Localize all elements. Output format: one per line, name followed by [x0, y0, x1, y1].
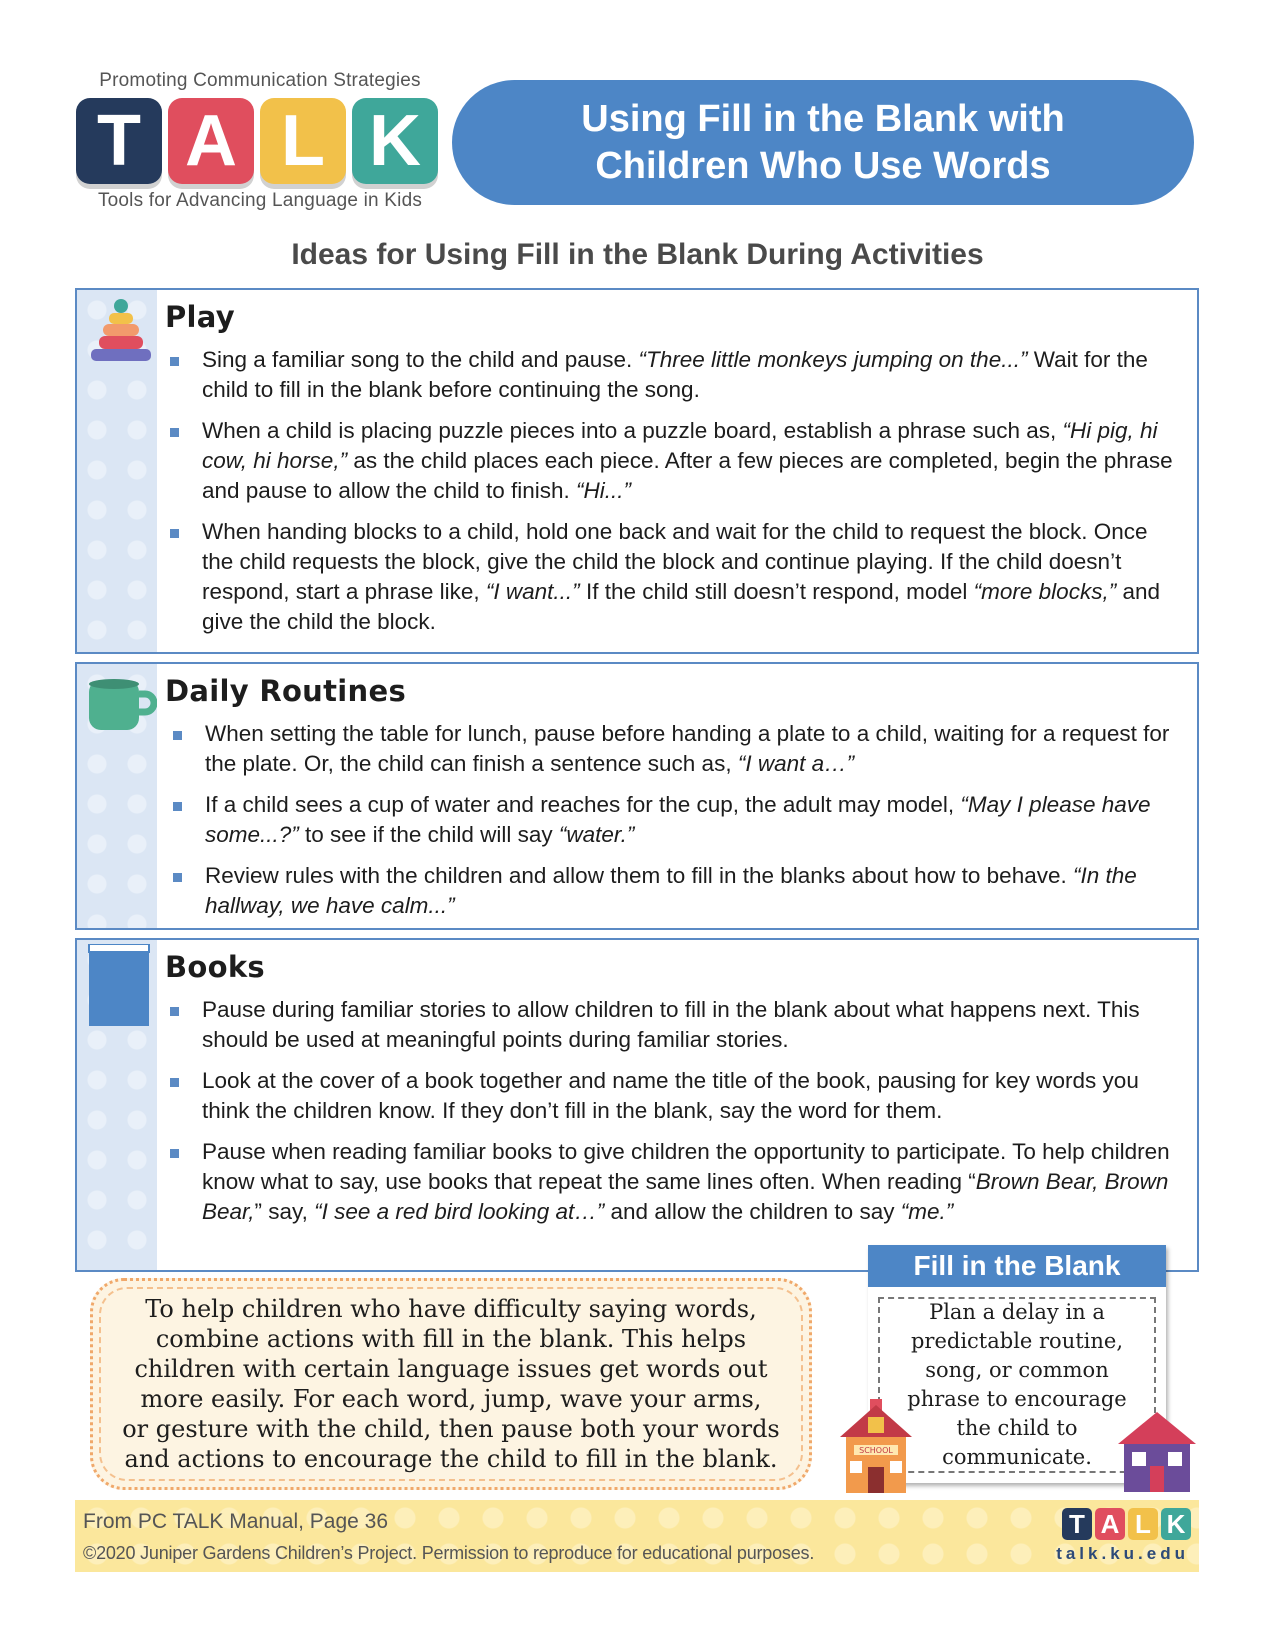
- card-line: the child to: [956, 1416, 1078, 1440]
- bullet-text: “Hi...”: [576, 478, 631, 503]
- play-bullets: [165, 345, 1179, 648]
- bullet-item: [165, 1066, 1179, 1126]
- logo-tile-l: L: [260, 98, 346, 184]
- card-title: Fill in the Blank: [868, 1245, 1166, 1287]
- bullet-text: “I see a red bird looking at…”: [314, 1199, 605, 1224]
- footer-copyright: ©2020 Juniper Gardens Children’s Project. Permission to reproduce for educational purposes.: [83, 1543, 815, 1563]
- bullet-item: [165, 345, 1179, 405]
- cup-icon: [85, 674, 157, 739]
- bullet-item: [165, 1137, 1179, 1227]
- bullet-text: “In the hallway, we have calm...”: [205, 863, 1137, 918]
- bullet-text: “more blocks,”: [973, 579, 1117, 604]
- bullet-item: [168, 719, 1179, 779]
- bullet-item: [165, 416, 1179, 506]
- tip-line: and actions to encourage the child to fill in the blank.: [124, 1445, 778, 1473]
- page-title: [452, 80, 1194, 205]
- tip-box: [90, 1278, 812, 1490]
- tip-line: or gesture with the child, then pause both your words: [122, 1415, 780, 1443]
- school-sign: SCHOOL: [859, 1446, 893, 1455]
- section-books: [75, 938, 1199, 1272]
- mini-tile-a: A: [1095, 1508, 1125, 1540]
- bullet-text: to see if the child will say: [298, 822, 559, 847]
- tip-line: children with certain language issues get words out: [134, 1355, 768, 1383]
- section-play: [75, 288, 1199, 654]
- logo-tiles: [76, 98, 444, 184]
- footer-source: From PC TALK Manual, Page 36: [83, 1510, 389, 1533]
- bullet-text: When handing blocks to a child, hold one back and wait for the child to request the block. Once the child requests the block, give the child the block and continue playing. If the child doesn’t respond, start a phrase like,: [202, 519, 1148, 604]
- bullet-text: If the child still doesn’t respond, model: [579, 579, 974, 604]
- bullet-text: Pause when reading familiar books to give children the opportunity to participate. To help children know what to say, use books that repeat the same lines often. When reading “: [202, 1139, 1170, 1194]
- bullet-text: “I want a…”: [737, 751, 855, 776]
- book-icon: [87, 944, 151, 1033]
- footer: [75, 1500, 1199, 1572]
- section-title: Books: [165, 950, 265, 984]
- page-title-line-1: Using Fill in the Blank with: [581, 97, 1065, 140]
- bullet-text: Sing a familiar song to the child and pause.: [202, 347, 639, 372]
- tip-text: [102, 1294, 800, 1474]
- section-title: Play: [165, 300, 235, 334]
- bullet-item: [165, 517, 1179, 637]
- mini-tile-l: L: [1128, 1508, 1158, 1540]
- bullet-text: “me.”: [900, 1199, 954, 1224]
- card-line: communicate.: [942, 1445, 1092, 1469]
- bullet-text: and give the child the block.: [202, 579, 1160, 634]
- mini-tile-k: K: [1161, 1508, 1191, 1540]
- page-subtitle: Ideas for Using Fill in the Blank During Activities: [291, 238, 984, 271]
- section-daily-routines: [75, 662, 1199, 930]
- stacking-rings-icon: [85, 298, 157, 379]
- tip-line: more easily. For each word, jump, wave your arms,: [140, 1385, 762, 1413]
- bullet-text: When a child is placing puzzle pieces into a puzzle board, establish a phrase such as,: [202, 418, 1063, 443]
- card-line: predictable routine,: [910, 1329, 1124, 1353]
- card-line: song, or common: [925, 1358, 1109, 1382]
- bullet-text: Pause during familiar stories to allow children to fill in the blank about what happens next. This should be used at meaningful points during familiar stories.: [202, 997, 1140, 1052]
- bullet-text: Look at the cover of a book together and name the title of the book, pausing for key words you think the children know. If they don’t fill in the blank, say the word for them.: [202, 1068, 1139, 1123]
- school-building-icon: [836, 1395, 916, 1498]
- tip-line: combine actions with fill in the blank. This helps: [155, 1325, 747, 1353]
- bullet-text: Review rules with the children and allow them to fill in the blanks about how to behave.: [205, 863, 1073, 888]
- bullet-text: Brown Bear, Brown Bear,: [202, 1169, 1169, 1224]
- bullet-text: as the child places each piece. After a few pieces are completed, begin the phrase and pause to allow the child to finish.: [202, 448, 1173, 503]
- talk-logo: [76, 70, 444, 212]
- bullet-text: “May I please have some...?”: [205, 792, 1151, 847]
- logo-tagline-top: Promoting Communication Strategies: [99, 70, 421, 91]
- footer-url[interactable]: talk.ku.edu: [1056, 1544, 1189, 1563]
- bullet-text: If a child sees a cup of water and reaches for the cup, the adult may model,: [205, 792, 961, 817]
- books-bullets: [165, 995, 1179, 1238]
- section-title: Daily Routines: [165, 674, 407, 708]
- bullet-text: When setting the table for lunch, pause before handing a plate to a child, waiting for a request for the plate. Or, the child can finish a sentence such as,: [205, 721, 1170, 776]
- bullet-text: “I want...”: [485, 579, 580, 604]
- bullet-item: [165, 995, 1179, 1055]
- bullet-text: and allow the children to say: [604, 1199, 901, 1224]
- logo-tile-k: K: [352, 98, 438, 184]
- bullet-item: [168, 861, 1179, 921]
- routines-bullets: [168, 719, 1179, 932]
- tip-line: To help children who have difficulty saying words,: [145, 1295, 757, 1323]
- card-line: phrase to encourage: [907, 1387, 1127, 1411]
- card-line: Plan a delay in a: [929, 1300, 1105, 1324]
- page-title-line-2: Children Who Use Words: [595, 144, 1051, 187]
- bullet-text: Wait for the child to fill in the blank before continuing the song.: [202, 347, 1148, 402]
- bullet-item: [168, 790, 1179, 850]
- bullet-text: “water.”: [558, 822, 635, 847]
- card-body: [878, 1297, 1156, 1473]
- mini-tile-t: T: [1062, 1508, 1092, 1540]
- logo-tagline-bottom: Tools for Advancing Language in Kids: [97, 190, 423, 211]
- house-icon: [1118, 1412, 1196, 1497]
- bullet-text: “Three little monkeys jumping on the...”: [638, 347, 1028, 372]
- footer-talk-logo: [1062, 1508, 1191, 1540]
- bullet-text: ” say,: [254, 1199, 315, 1224]
- logo-tile-a: A: [168, 98, 254, 184]
- bullet-text: “Hi pig, hi cow, hi horse,”: [202, 418, 1158, 473]
- logo-tile-t: T: [76, 98, 162, 184]
